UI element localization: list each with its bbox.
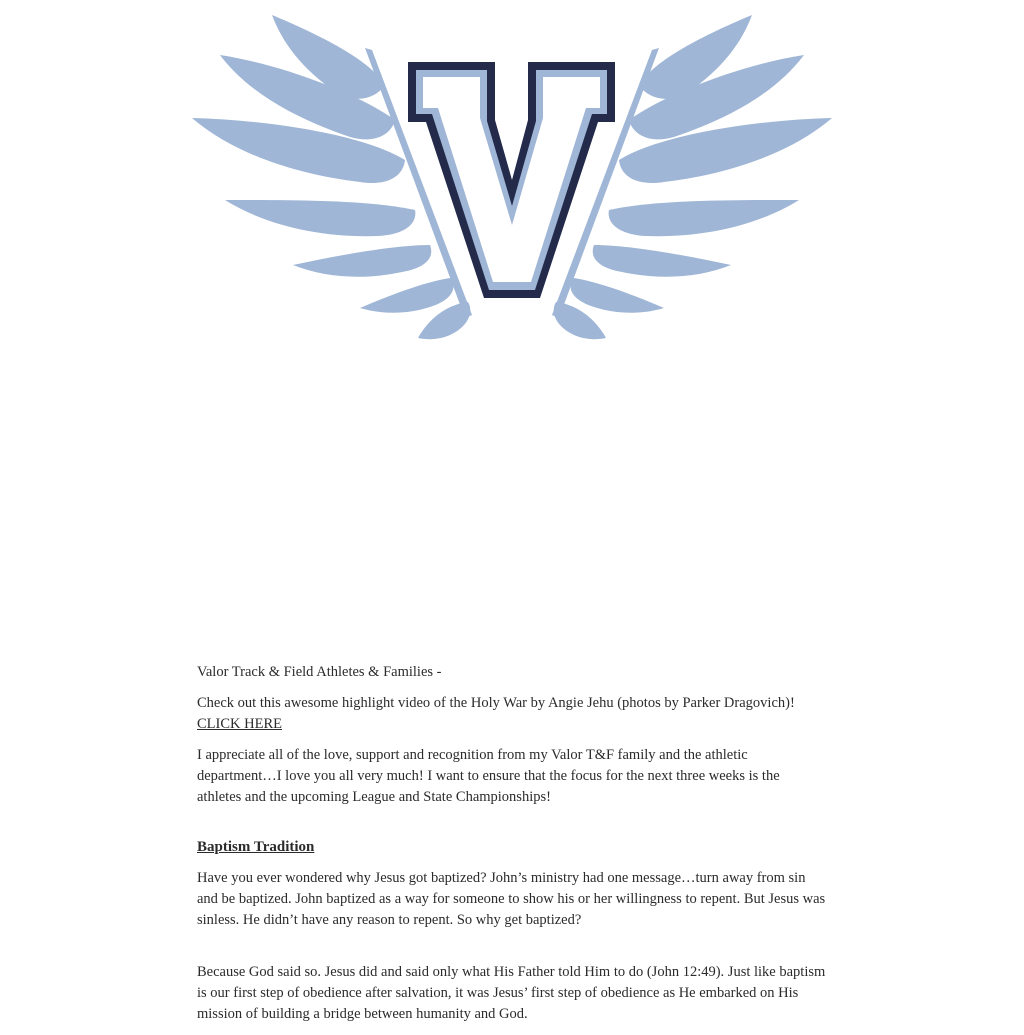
click-here-link[interactable]: CLICK HERE — [197, 716, 282, 732]
email-body — [197, 662, 827, 1035]
valor-winged-v-icon — [190, 10, 834, 345]
highlight-text: Check out this awesome highlight video of the Holy War by Angie Jehu (photos by Parker Dragovich)! — [197, 695, 795, 711]
appreciation-paragraph: I appreciate all of the love, support and recognition from my Valor T&F family and the athletic department…I love you all very much! I want to ensure that the focus for the next three weeks is the athletes and the upcoming League and State Championships! — [197, 747, 780, 805]
valor-logo — [190, 10, 834, 345]
greeting: Valor Track & Field Athletes & Families - — [197, 664, 442, 680]
highlight-paragraph — [197, 693, 827, 735]
section-heading: Baptism Tradition — [197, 839, 315, 855]
baptism-paragraph-1: Have you ever wondered why Jesus got baptized? John’s ministry had one message…turn away from sin and be baptized. John baptized as a way for someone to show his or her willingness to repent. But Jesus was sinless. He didn’t have any reason to repent. So why get baptized? — [197, 870, 826, 928]
baptism-paragraph-2: Because God said so. Jesus did and said only what His Father told Him to do (John 12:49). Just like baptism is our first step of obedience after salvation, it was Jesus’ first step of obedience as He embarked on His mission of building a bridge between humanity and God. — [197, 964, 826, 1022]
